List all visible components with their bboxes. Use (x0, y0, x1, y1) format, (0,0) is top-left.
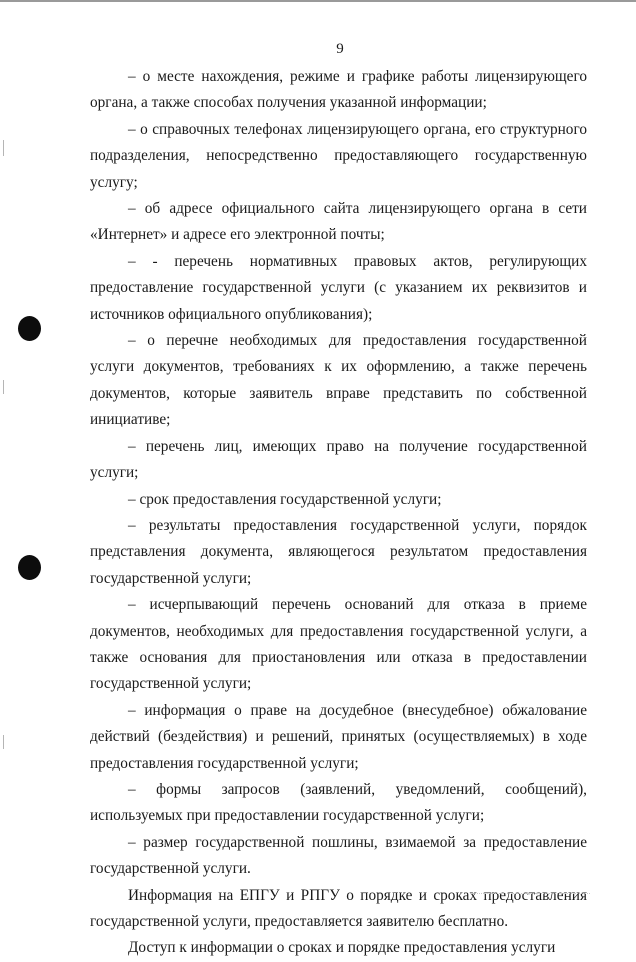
punch-hole (18, 555, 41, 580)
scan-noise (470, 893, 590, 895)
punch-hole (18, 316, 41, 341)
list-item-phones: – о справочных телефонах лицензирующего органа, его структурного подразделения, непосредственно предоставляющего государственную услугу; (90, 120, 587, 191)
list-item-request-forms: – формы запросов (заявлений, уведомлений, сообщений), используемых при предоставлении государственной услуги; (90, 780, 587, 825)
scan-margin-mark (3, 380, 4, 394)
list-item-legal-acts: – - перечень нормативных правовых актов, регулирующих предоставление государственной услуги (с указанием их реквизитов и источников официального опубликования); (90, 252, 587, 323)
list-item-eligible-persons: – перечень лиц, имеющих право на получение государственной услуги; (90, 437, 587, 482)
list-item-location: – о месте нахождения, режиме и графике работы лицензирующего органа, а также способах получения указанной информации; (90, 68, 587, 112)
list-item-fee: – размер государственной пошлины, взимаемой за предоставление государственной услуги. (90, 833, 587, 878)
paragraph-free-information: Информация на ЕПГУ и РПГУ о порядке и сроках предоставления государственной услуги, предоставляется заявителю бесплатно. (90, 886, 587, 930)
scan-edge-line (0, 0, 636, 2)
list-item-website: – об адресе официального сайта лицензирующего органа в сети «Интернет» и адресе его электронной почты; (90, 200, 587, 244)
scan-margin-mark (3, 735, 4, 749)
list-item-documents: – о перечне необходимых для предоставления государственной услуги документов, требованиях к их оформлению, а также перечень документов, которые заявитель вправе представить по собственной инициативе; (90, 332, 587, 429)
list-item-term: – срок предоставления государственной услуги; (128, 490, 442, 508)
list-item-results: – результаты предоставления государственной услуги, порядок представления документа, являющегося результатом предоставления государственной услуги; (90, 516, 587, 587)
page-number: 9 (336, 41, 344, 57)
scan-margin-mark (3, 140, 4, 156)
document-body (90, 64, 587, 962)
paragraph-access: Доступ к информации о сроках и порядке предоставления услуги (128, 939, 556, 957)
list-item-refusal-grounds: – исчерпывающий перечень оснований для отказа в приеме документов, необходимых для предоставления государственной услуги, а также основания для приостановления или отказа в предоставлении государственной услуги; (90, 596, 587, 693)
list-item-appeal-right: – информация о праве на досудебное (внесудебное) обжалование действий (бездействия) и решений, принятых (осуществляемых) в ходе предоставления государственной услуги; (90, 701, 587, 772)
